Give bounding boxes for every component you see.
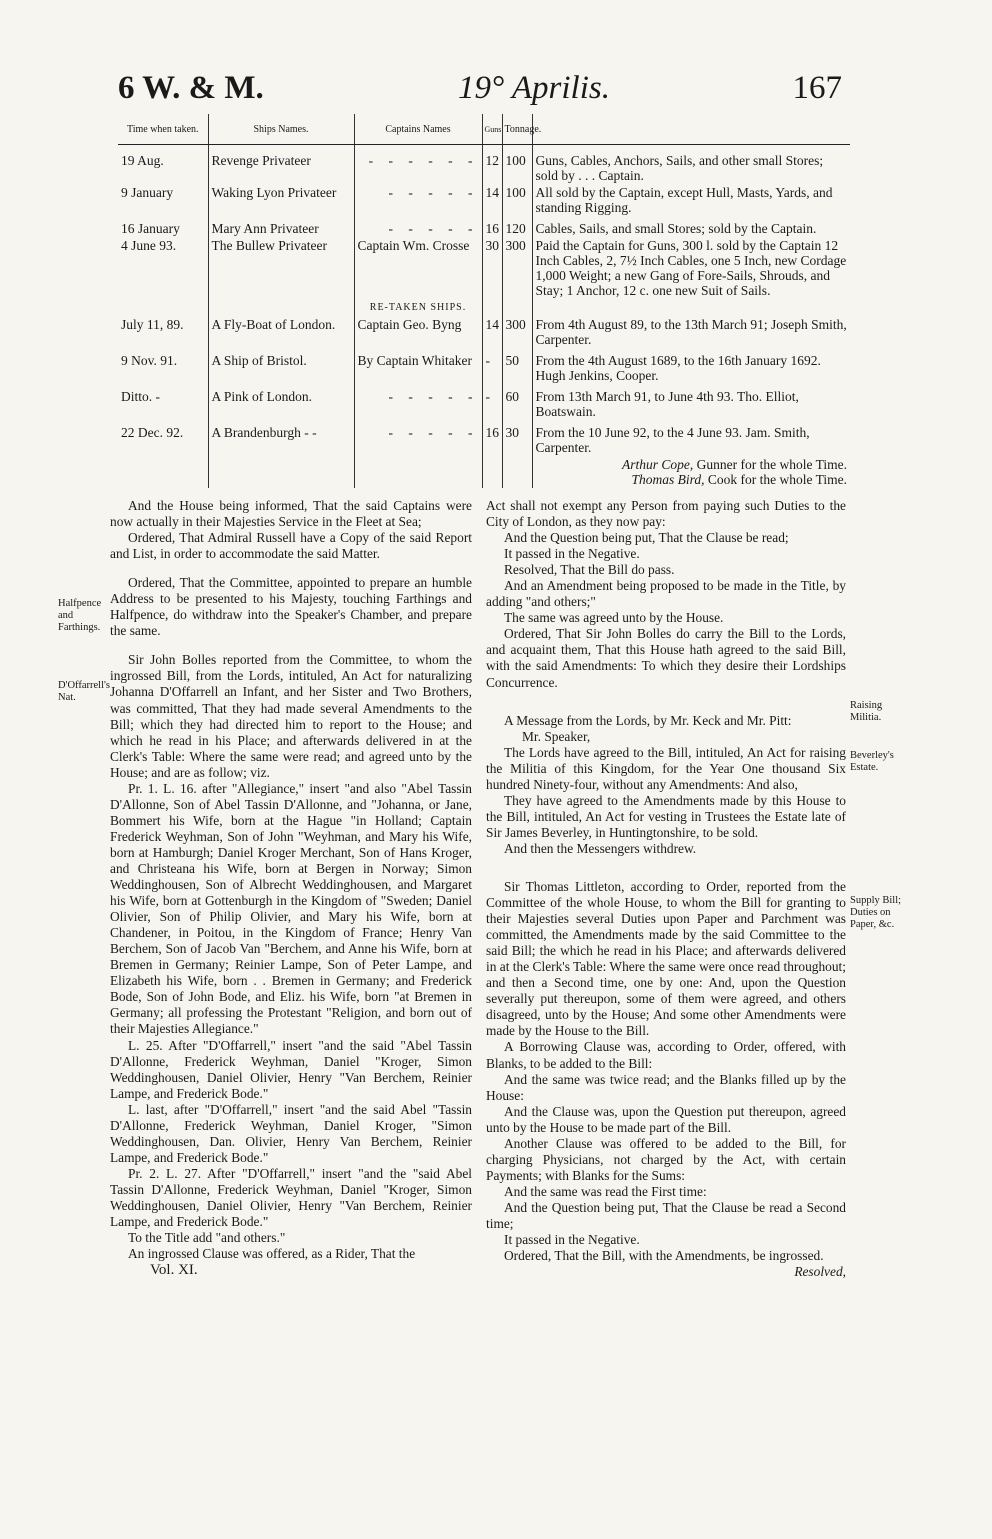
cell-time: 9 Nov. 91. [121,353,178,368]
paragraph: Ordered, That Admiral Russell have a Copy of the said Report and List, in order to accommodate the said Matter. [110,530,472,562]
margin-note-militia: Raising Militia. [850,700,883,723]
paragraph: Ordered, That Sir John Bolles do carry the Bill to the Lords, and acquaint them, That this House hath agreed to the said Bill, with the said Amendments: To which they desire their Lordships Concurrence. [486,626,846,690]
page-header [118,70,842,114]
margin-note-halfpence: Halfpence and Farthings. [58,598,102,633]
cell-time: 19 Aug. [121,153,164,168]
table-row [118,424,850,456]
paragraph: The same was agreed unto by the House. [504,610,724,626]
col-tonnage: Tonnage. [502,114,532,145]
signature-row [118,456,850,488]
table-row [118,388,850,424]
paragraph: Sir John Bolles reported from the Committee, to whom the ingrossed Bill, from the Lords, intituled, An Act for naturalizing Johanna D'Offarrell an Infant, and her Sister and Two Brothers, was committed, That they had made several Amendments to the Bill; which they had directed him to report to the House; and which he read in his Place; and afterwards delivered in at the Clerk's Table: Where the same were read; and agreed unto by the House; and are as follow; viz. [110,652,472,780]
table-header [118,114,850,145]
cell-captain: - - - - - [354,184,482,220]
paragraph: To the Title add "and others." [128,1230,286,1246]
paragraph: Another Clause was offered to be added to the Bill, for charging Physicians, not charged by the Act, with certain Payments; with Blanks for the Sums: [486,1135,846,1183]
cell-captain: - - - - - [354,424,482,456]
cell-captain: - - - - - - [354,145,482,185]
cell-guns: 14 [482,184,502,220]
paragraph: And the same was read the First time: [504,1183,707,1199]
volume-label: Vol. XI. [150,1262,198,1279]
cell-guns: 30 [482,237,502,299]
paragraph: Ordered, That the Committee, appointed to prepare an humble Address to be presented to his Majesty, touching Farthings and Halfpence, do withdraw into the Speaker's Chamber, and prepare the same. [110,575,472,639]
paragraph: A Borrowing Clause was, according to Order, offered, with Blanks, to be added to the Bill: [486,1039,846,1071]
cell-tons: 120 [502,220,532,237]
date-heading: 19° Aprilis. [458,70,610,106]
cell-note: From 4th August 89, to the 13th March 91; Joseph Smith, Carpenter. [532,316,850,352]
margin-note-beverley: Beverley's Estate. [850,750,894,773]
cell-guns: 12 [482,145,502,185]
cell-captain: Captain Geo. Byng [354,316,482,352]
cell-ship: A Brandenburgh - - [208,424,354,456]
paragraph: And the same was twice read; and the Blanks filled up by the House: [486,1071,846,1103]
cell-tons: 300 [502,316,532,352]
paragraph: And the Clause was, upon the Question put thereupon, agreed unto by the House to be made part of the Bill. [486,1103,846,1135]
col-guns: Guns [482,114,502,145]
cell-note: Guns, Cables, Anchors, Sails, and other small Stores; sold by . . . Captain. [532,145,850,185]
right-column [486,498,846,1280]
margin-note-doffarrell: D'Offarrell's Nat. [58,680,110,703]
cell-guns: - [482,352,502,388]
cell-ship: Mary Ann Privateer [208,220,354,237]
cell-time: 9 January [121,185,174,200]
cell-ship: A Ship of Bristol. [208,352,354,388]
ships-table [118,114,850,488]
cell-captain: Captain Wm. Crosse [354,237,482,299]
paragraph: L. last, after "D'Offarrell," insert "and the said Abel "Tassin D'Allonne, Frederick Weyhman, Daniel Kroger, "Simon Weddinghousen, Dan. Olivier, Henry Van Berchem, Reinier Lampe, and Frederick Bode." [110,1101,472,1165]
cell-note: All sold by the Captain, except Hull, Masts, Yards, and standing Rigging. [532,184,850,220]
signature-cook: Thomas Bird, Cook for the whole Time. [631,472,847,487]
cell-note: From 13th March 91, to June 4th 93. Tho. Elliot, Boatswain. [532,388,850,424]
cell-tons: 50 [502,352,532,388]
retaken-heading: RE-TAKEN SHIPS. [354,299,482,316]
cell-guns: 16 [482,220,502,237]
paragraph: L. 25. After "D'Offarrell," insert "and the said "Abel Tassin D'Allonne, Frederick Weyhman, Daniel "Kroger, Simon Weddinghousen, Daniel Olivier, Henry "Van Berchem, Reinier Lampe, and Frederick Bode." [110,1037,472,1101]
paragraph: Resolved, That the Bill do pass. [504,562,675,578]
signature-gunner: Arthur Cope, Gunner for the whole Time. [622,457,847,472]
cell-time: 22 Dec. 92. [121,425,184,440]
col-captain: Captains Names [354,114,482,145]
table-row [118,145,850,185]
table-row [118,352,850,388]
cell-captain: - - - - - [354,388,482,424]
paragraph: Mr. Speaker, [522,728,591,744]
cell-note: Paid the Captain for Guns, 300 l. sold by the Captain 12 Inch Cables, 2, 7½ Inch Cables, one 5 Inch, new Cordage 1,000 Weight; a new Gang of Fore-Sails, Shrouds, and Stay; 1 Anchor, 12 c. one new Suit of Sails. [532,237,850,299]
paragraph: Pr. 2. L. 27. After "D'Offarrell," insert "and the "said Abel Tassin D'Allonne, Frederick Weyhman, Daniel "Kroger, Simon Weddinghousen, Daniel Olivier, Henry "Van Berchem, Reinier Lampe, and Frederick Bode." [110,1165,472,1230]
catchword: Resolved, [794,1264,846,1280]
cell-ship: A Pink of London. [208,388,354,424]
paragraph: Sir Thomas Littleton, according to Order, reported from the Committee of the whole House, to whom the Bill for granting to their Majesties several Duties upon Paper and Parchment was committed, the Amendments made by the said Committee to the said Bill; the which he read in his Place; and afterwards delivered in at the Clerk's Table: Where the same were once read throughout; and then a Second time, one by one: And, upon the Question severally put thereupon, some of them were agreed, and others disagreed, unto by the House; And some other Amendments were made by the House to the Bill. [486,878,846,1039]
paragraph: It passed in the Negative. [504,546,640,562]
cell-guns: 16 [482,424,502,456]
paragraph: Pr. 1. L. 16. after "Allegiance," insert "and also "Abel Tassin D'Allonne, Son of Abel Tassin D'Allonne, and "Johanna, or Jane, Bommert his Wife, born at the Hague "in Holland; Captain Frederick Weyhman, Son of John "Weyhman, and Mary his Wife, born at Hamburgh; Daniel Kroger Merchant, Son of Hans Kroger, and Christeana his Wife, born at Bergen in Norway; Simon Weddinghousen, Son of Albrecht Weddinghousen, and Margaret his Wife, born at Gottenburgh in the Kingdom of "Sweden; Daniel Olivier, Son of Philip Olivier, and Mary his Wife, born at Chandener, in Poitou, in the Kingdom of France; Henry Van Berchem, Son of Jacob Van "Berchem, and Anne his Wife, born at Bremen in Germany; Reinier Lampe, Son of Peter Lampe, and Elizabeth his Wife, born . . Bremen in Germany; and Frederick Bode, Son of John Bode, and Eliz. his Wife, born "at Bremen in Germany; all professing the Protestant "Religion, and born out of their Majesties Allegiance." [110,780,472,1037]
cell-tons: 300 [502,237,532,299]
col-notes [532,114,850,145]
regnal-year: 6 W. & M. [118,70,264,106]
cell-tons: 30 [502,424,532,456]
cell-tons: 60 [502,388,532,424]
cell-note: From the 4th August 1689, to the 16th January 1692. Hugh Jenkins, Cooper. [532,352,850,388]
paragraph: The Lords have agreed to the Bill, intituled, An Act for raising the Militia of this Kingdom, for the Year One thousand Six hundred Ninety-four, without any Amendments: And also, [486,744,846,792]
cell-tons: 100 [502,145,532,185]
table-row [118,184,850,220]
page-number: 167 [792,70,842,106]
cell-time: 4 June 93. [121,238,177,253]
paragraph: And then the Messengers withdrew. [504,840,697,856]
col-time: Time when taken. [118,114,208,145]
paragraph: Ordered, That the Bill, with the Amendments, be ingrossed. [504,1248,824,1264]
left-column [110,498,472,1278]
paragraph: Act shall not exempt any Person from paying such Duties to the City of London, as they now pay: [486,498,846,530]
paragraph: It passed in the Negative. [504,1232,640,1248]
cell-guns: 14 [482,316,502,352]
cell-note: From the 10 June 92, to the 4 June 93. Jam. Smith, Carpenter. [532,424,850,456]
table-row [118,316,850,352]
col-ship: Ships Names. [208,114,354,145]
paragraph: A Message from the Lords, by Mr. Keck and Mr. Pitt: [504,712,792,728]
margin-note-supply: Supply Bill; Duties on Paper, &c. [850,895,902,930]
cell-tons: 100 [502,184,532,220]
cell-time: 16 January [121,221,180,236]
paragraph: An ingrossed Clause was offered, as a Rider, That the [128,1246,416,1262]
paragraph: And the Question being put, That the Clause be read a Second time; [486,1199,846,1231]
table-row [118,237,850,299]
retaken-heading-row [118,299,850,316]
paragraph: They have agreed to the Amendments made by this House to the Bill, intituled, An Act for vesting in Trustees the Estate late of Sir James Beverley, in Huntingtonshire, to be sold. [486,792,846,840]
cell-ship: A Fly-Boat of London. [208,316,354,352]
cell-ship: Waking Lyon Privateer [208,184,354,220]
paragraph: And the House being informed, That the said Captains were now actually in their Majesties Service in the Fleet at Sea; [110,498,472,530]
cell-time: July 11, 89. [121,317,184,332]
table-row [118,220,850,237]
cell-ship: The Bullew Privateer [208,237,354,299]
cell-captain: - - - - - [354,220,482,237]
cell-note: Cables, Sails, and small Stores; sold by the Captain. [532,220,850,237]
cell-ship: Revenge Privateer [208,145,354,185]
paragraph: And the Question being put, That the Clause be read; [504,530,789,546]
cell-time: Ditto. - [121,389,160,404]
cell-captain: By Captain Whitaker [354,352,482,388]
paragraph: And an Amendment being proposed to be made in the Title, by adding "and others;" [486,578,846,610]
cell-guns: - [482,388,502,424]
